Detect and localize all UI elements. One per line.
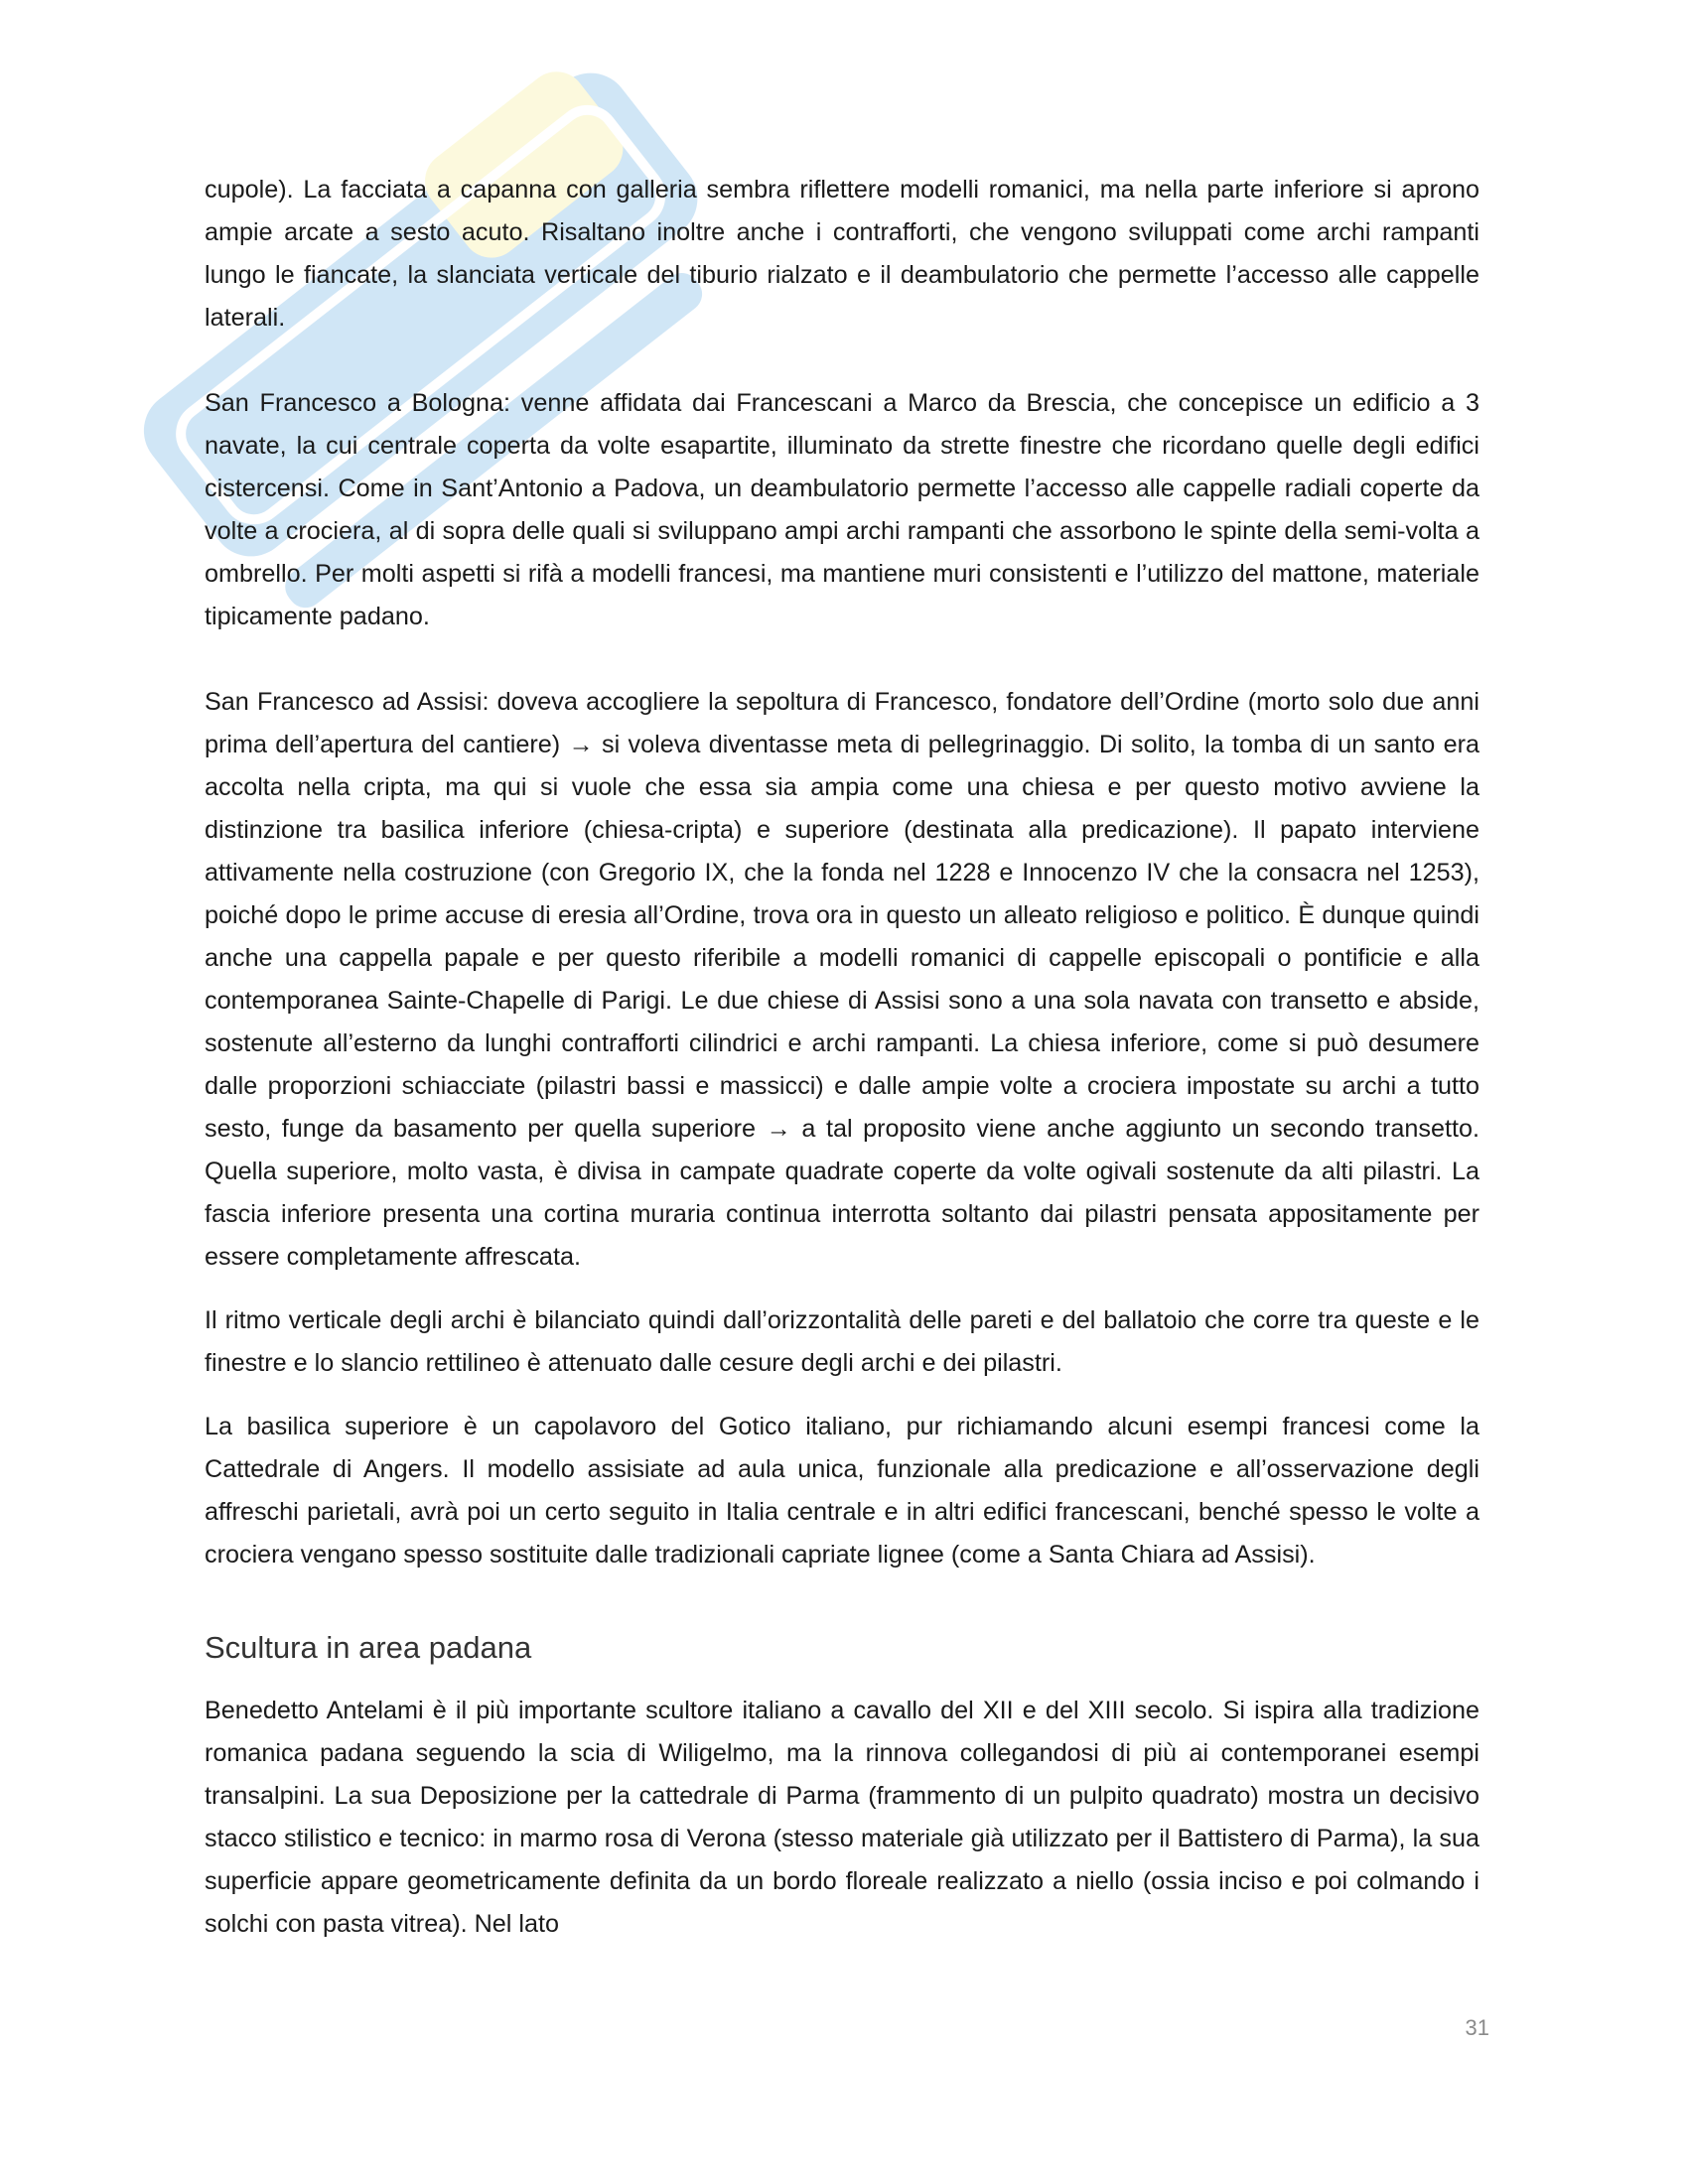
paragraph-san-francesco-bologna: San Francesco a Bologna: venne affidata dai Francescani a Marco da Brescia, che concepisce un edificio a 3 navate, la cui centrale coperta da volte esapartite, illuminato da strette finestre che ricordano quelle degli edifici cistercensi. Come in Sant’Antonio a Padova, un deambulatorio permette l’accesso alle cappelle radiali coperte da volte a crociera, al di sopra delle quali si sviluppano ampi archi rampanti che assorbono le spinte della semi-volta a ombrello. Per molti aspetti si rifà a modelli francesi, ma mantiene muri consistenti e l’utilizzo del mattone, materiale tipicamente padano. bbox=[205, 389, 1479, 630]
page-body bbox=[205, 169, 1479, 1946]
paragraph-san-francesco-assisi: San Francesco ad Assisi: doveva accogliere la sepoltura di Francesco, fondatore dell’Ordine (morto solo due anni prima dell’apertura del cantiere) → si voleva diventasse meta di pellegrinaggio. Di solito, la tomba di un santo era accolta nella cripta, ma qui si vuole che essa sia ampia come una chiesa e per questo motivo avviene la distinzione tra basilica inferiore (chiesa-cripta) e superiore (destinata alla predicazione). Il papato interviene attivamente nella costruzione (con Gregorio IX, che la fonda nel 1228 e Innocenzo IV che la consacra nel 1253), poiché dopo le prime accuse di eresia all’Ordine, trova ora in questo un alleato religioso e politico. È dunque quindi anche una cappella papale e per questo riferibile a modelli romanici di cappelle episcopali o pontificie e alla contemporanea Sainte-Chapelle di Parigi. Le due chiese di Assisi sono a una sola navata con transetto e abside, sostenute all’esterno da lunghi contrafforti cilindrici e archi rampanti. La chiesa inferiore, come si può desumere dalle proporzioni schiacciate (pilastri bassi e massicci) e dalle ampie volte a crociera impostate su archi a tutto sesto, funge da basamento per quella superiore → a tal proposito viene anche aggiunto un secondo transetto. Quella superiore, molto vasta, è divisa in campate quadrate coperte da volte ogivali sostenute da alti pilastri. La fascia inferiore presenta una cortina muraria continua interrotta soltanto dai pilastri pensata appositamente per essere completamente affrescata. bbox=[205, 688, 1479, 1271]
section-heading: Scultura in area padana bbox=[205, 1630, 532, 1665]
paragraph-cupole: cupole). La facciata a capanna con galleria sembra riflettere modelli romanici, ma nella parte inferiore si aprono ampie arcate a sesto acuto. Risaltano inoltre anche i contrafforti, che vengono sviluppati come archi rampanti lungo le fiancate, la slanciata verticale del tiburio rialzato e il deambulatorio che permette l’accesso alle cappelle laterali. bbox=[205, 176, 1479, 332]
page-number: 31 bbox=[1465, 2015, 1489, 2040]
paragraph-basilica-superiore: La basilica superiore è un capolavoro del Gotico italiano, pur richiamando alcuni esempi francesi come la Cattedrale di Angers. Il modello assisiate ad aula unica, funzionale alla predicazione e all’osservazione degli affreschi parietali, avrà poi un certo seguito in Italia centrale e in altri edifici francescani, benché spesso le volte a crociera vengano spesso sostituite dalle tradizionali capriate lignee (come a Santa Chiara ad Assisi). bbox=[205, 1413, 1479, 1569]
paragraph-benedetto-antelami: Benedetto Antelami è il più importante scultore italiano a cavallo del XII e del XIII secolo. Si ispira alla tradizione romanica padana seguendo la scia di Wiligelmo, ma la rinnova collegandosi di più ai contemporanei esempi transalpini. La sua Deposizione per la cattedrale di Parma (frammento di un pulpito quadrato) mostra un decisivo stacco stilistico e tecnico: in marmo rosa di Verona (stesso materiale già utilizzato per il Battistero di Parma), la sua superficie appare geometricamente definita da un bordo floreale realizzato a niello (ossia inciso e poi colmando i solchi con pasta vitrea). Nel lato bbox=[205, 1697, 1479, 1938]
paragraph-ritmo-verticale: Il ritmo verticale degli archi è bilanciato quindi dall’orizzontalità delle pareti e del ballatoio che corre tra queste e le finestre e lo slancio rettilineo è attenuato dalle cesure degli archi e dei pilastri. bbox=[205, 1306, 1479, 1377]
